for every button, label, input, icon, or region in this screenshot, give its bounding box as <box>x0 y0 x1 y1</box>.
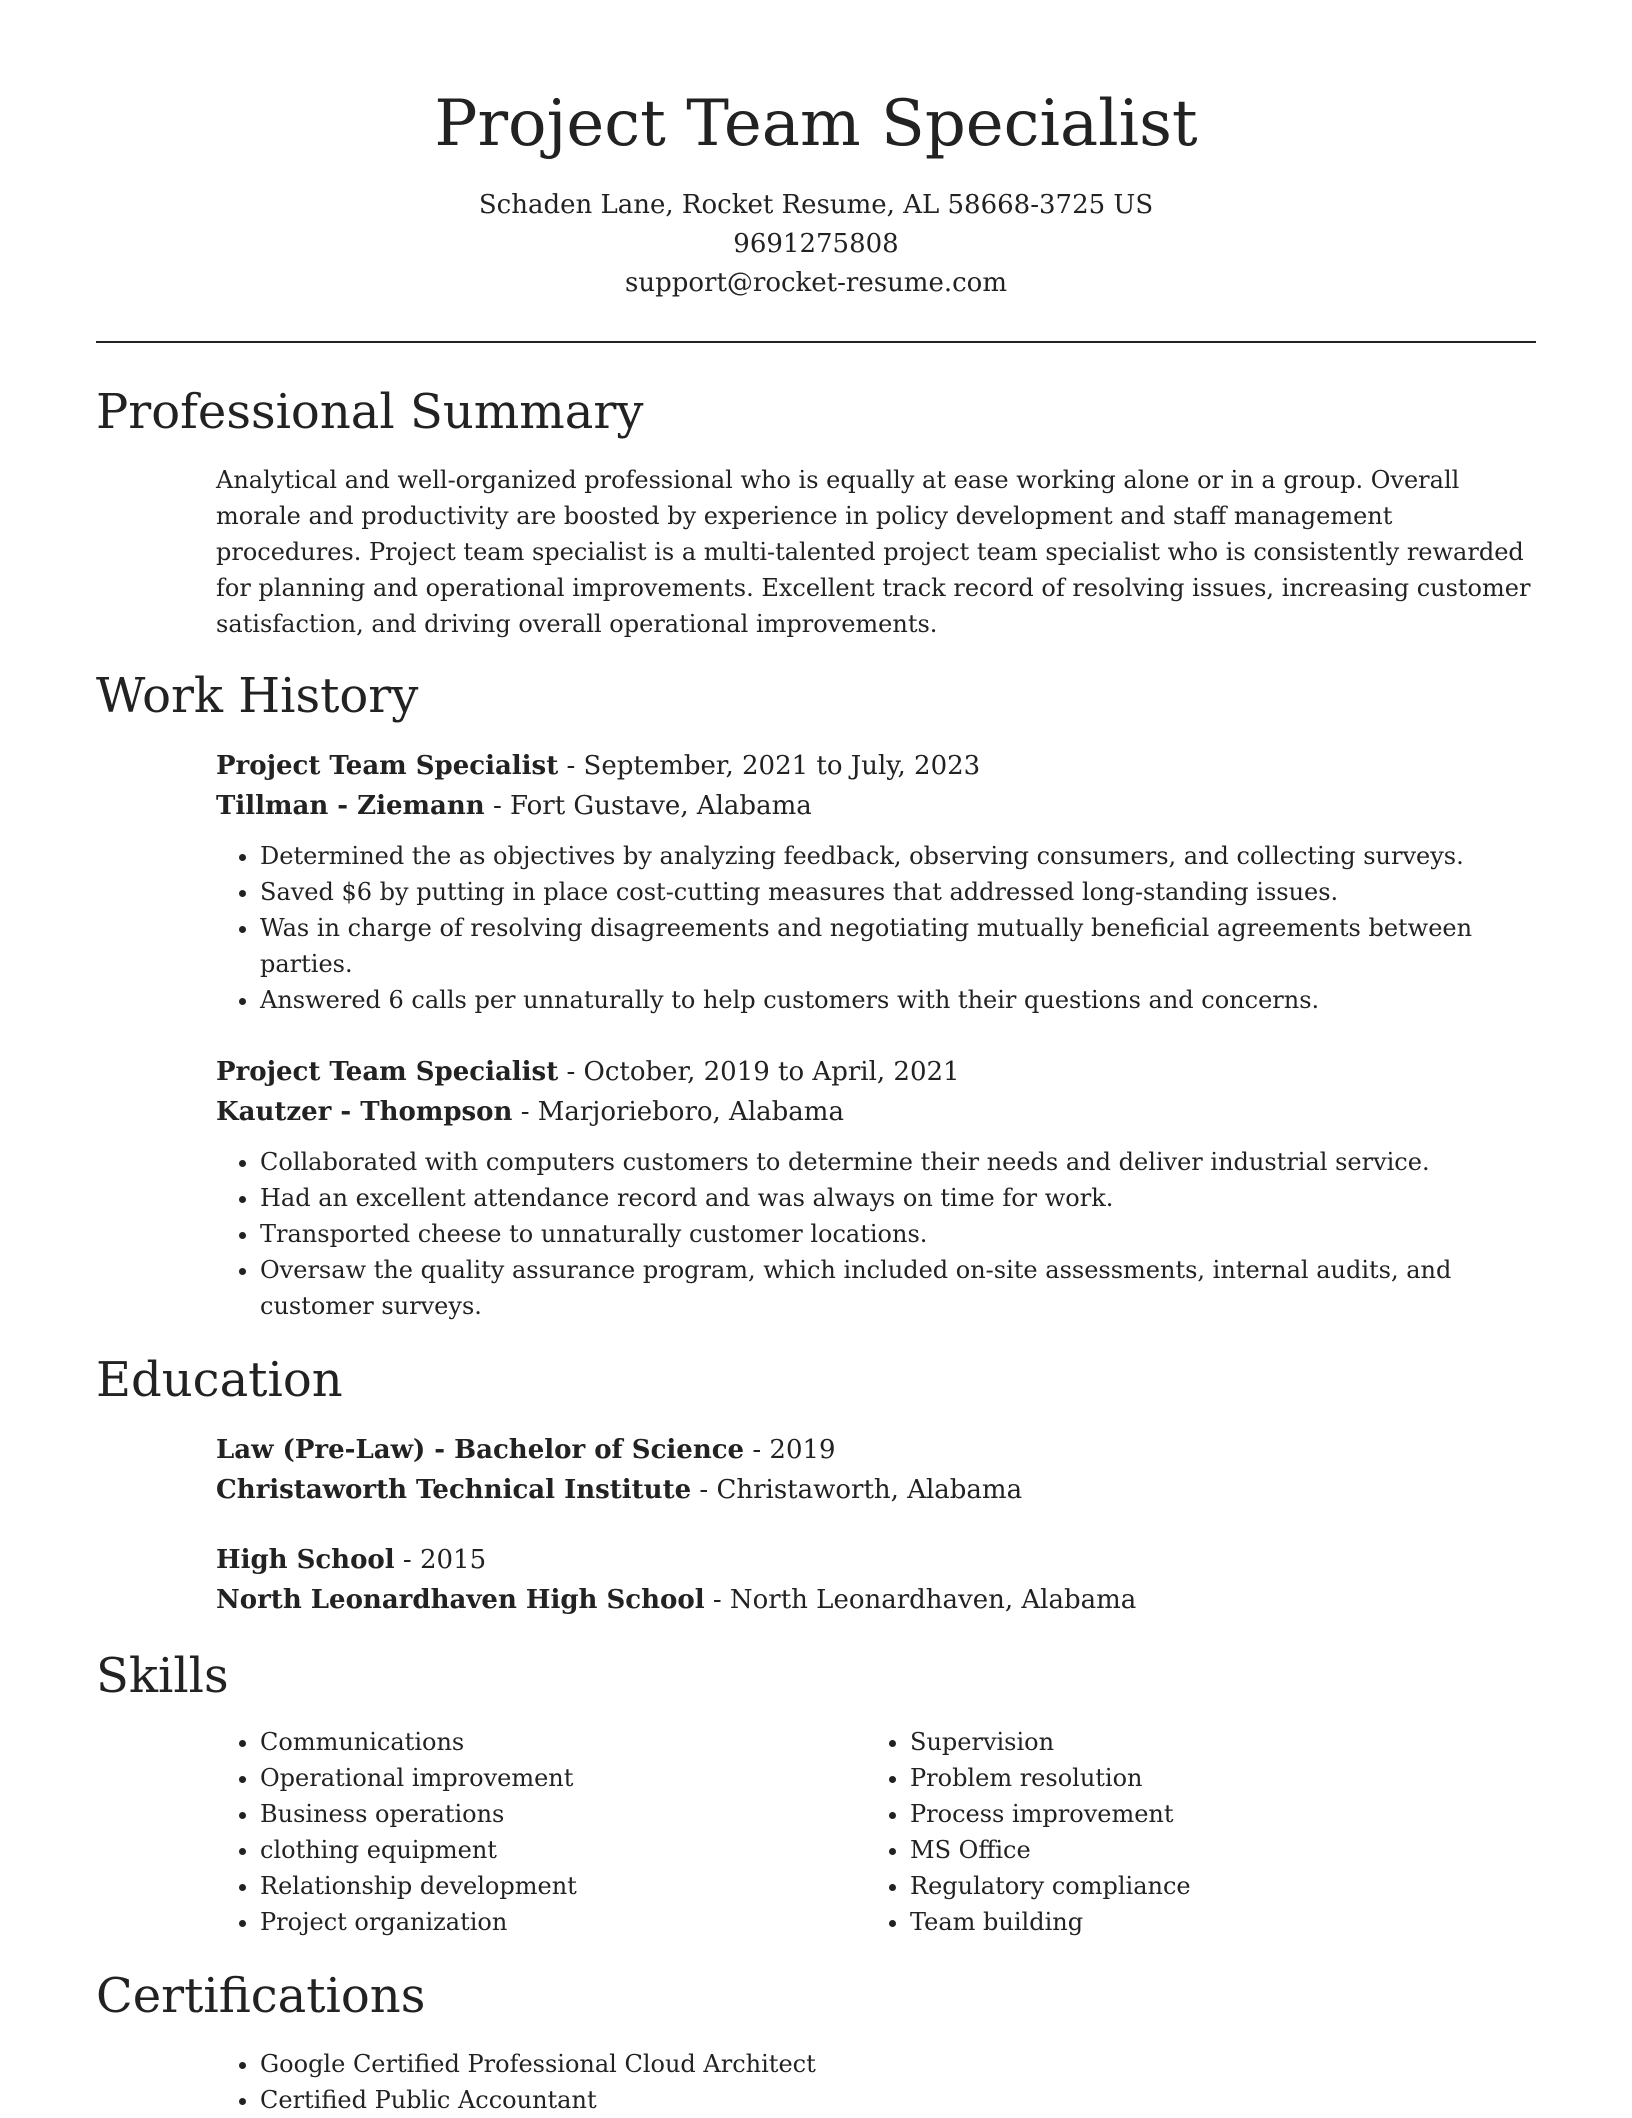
skills-list <box>866 1724 1526 1940</box>
skills-column-left <box>216 1724 856 1940</box>
education-degree: Law (Pre-Law) - Bachelor of Science <box>216 1435 745 1465</box>
list-item: • Answered 6 calls per unnaturally to help customers with their questions and concerns. <box>260 982 1536 1018</box>
list-item: • Certified Public Accountant <box>260 2082 1536 2118</box>
list-item: • Operational improvement <box>260 1760 856 1796</box>
section-title-education: Education <box>96 1352 343 1408</box>
list-item: • Process improvement <box>910 1796 1526 1832</box>
list-item: • Relationship development <box>260 1868 856 1904</box>
job-company: Tillman - Ziemann <box>216 791 485 821</box>
job-dates: - October, 2019 to April, 2021 <box>558 1057 960 1087</box>
section-title-work-history: Work History <box>96 668 419 724</box>
education-location: - Christaworth, Alabama <box>691 1475 1023 1505</box>
job-entry <box>216 1052 1536 1324</box>
summary-text: Analytical and well-organized professional who is equally at ease working alone or in a group. Overall morale and productivity are boosted by experience in policy development and staff management procedures. Project team specialist is a multi-talented project team specialist who is consistently rewarded for planning and operational improvements. Excellent track record of resolving issues, increasing customer satisfaction, and driving overall operational improvements. <box>216 466 1531 638</box>
section-title-skills: Skills <box>96 1648 229 1704</box>
job-role: Project Team Specialist <box>216 751 559 781</box>
list-item: • Project organization <box>260 1904 856 1940</box>
job-company-line <box>216 786 1536 826</box>
job-role: Project Team Specialist <box>216 1057 559 1087</box>
resume-header <box>0 0 1632 303</box>
job-bullets <box>216 838 1536 1018</box>
education-entry <box>216 1430 1536 1510</box>
list-item: • Business operations <box>260 1796 856 1832</box>
list-item: • clothing equipment <box>260 1832 856 1868</box>
job-title-line <box>216 1052 1536 1092</box>
skills-list <box>216 1724 856 1940</box>
list-item: • Google Certified Professional Cloud Architect <box>260 2046 1536 2082</box>
education-school-line <box>216 1470 1536 1510</box>
candidate-name: Project Team Specialist <box>434 87 1198 161</box>
certifications-block <box>216 2046 1536 2118</box>
job-company-line <box>216 1092 1536 1132</box>
list-item: • Problem resolution <box>910 1760 1526 1796</box>
education-entry <box>216 1540 1536 1620</box>
list-item: • Oversaw the quality assurance program, which included on-site assessments, internal audits, and customer surveys. <box>260 1252 1536 1324</box>
header-divider <box>96 341 1536 343</box>
list-item: • Was in charge of resolving disagreements and negotiating mutually beneficial agreements between parties. <box>260 910 1536 982</box>
education-degree-line <box>216 1430 1536 1470</box>
education-degree: High School <box>216 1545 395 1575</box>
education-school-line <box>216 1580 1536 1620</box>
list-item: • Saved $6 by putting in place cost-cutting measures that addressed long-standing issues. <box>260 874 1536 910</box>
job-company: Kautzer - Thompson <box>216 1097 513 1127</box>
phone: 9691275808 <box>733 229 899 259</box>
list-item: • Transported cheese to unnaturally customer locations. <box>260 1216 1536 1252</box>
education-year: - 2019 <box>744 1435 836 1465</box>
job-location: - Fort Gustave, Alabama <box>484 791 812 821</box>
education-degree-line <box>216 1540 1536 1580</box>
list-item: • Determined the as objectives by analyzing feedback, observing consumers, and collecting surveys. <box>260 838 1536 874</box>
email: support@rocket-resume.com <box>624 268 1007 298</box>
list-item: • MS Office <box>910 1832 1526 1868</box>
list-item: • Team building <box>910 1904 1526 1940</box>
list-item: • Supervision <box>910 1724 1526 1760</box>
job-location: - Marjorieboro, Alabama <box>512 1097 844 1127</box>
list-item: • Collaborated with computers customers to determine their needs and deliver industrial service. <box>260 1144 1536 1180</box>
job-bullets <box>216 1144 1536 1324</box>
list-item: • Had an excellent attendance record and was always on time for work. <box>260 1180 1536 1216</box>
section-title-certifications: Certifications <box>96 1968 426 2024</box>
education-location: - North Leonardhaven, Alabama <box>704 1585 1137 1615</box>
education-school: Christaworth Technical Institute <box>216 1475 692 1505</box>
list-item: • Communications <box>260 1724 856 1760</box>
contact-info <box>0 186 1632 303</box>
list-item: • Regulatory compliance <box>910 1868 1526 1904</box>
section-title-summary: Professional Summary <box>96 384 644 440</box>
education-school: North Leonardhaven High School <box>216 1585 705 1615</box>
skills-column-right <box>866 1724 1526 1940</box>
job-entry <box>216 746 1536 1018</box>
job-title-line <box>216 746 1536 786</box>
address: Schaden Lane, Rocket Resume, AL 58668-3725 US <box>478 190 1154 220</box>
job-dates: - September, 2021 to July, 2023 <box>558 751 981 781</box>
certifications-list <box>216 2046 1536 2118</box>
education-year: - 2015 <box>394 1545 487 1575</box>
